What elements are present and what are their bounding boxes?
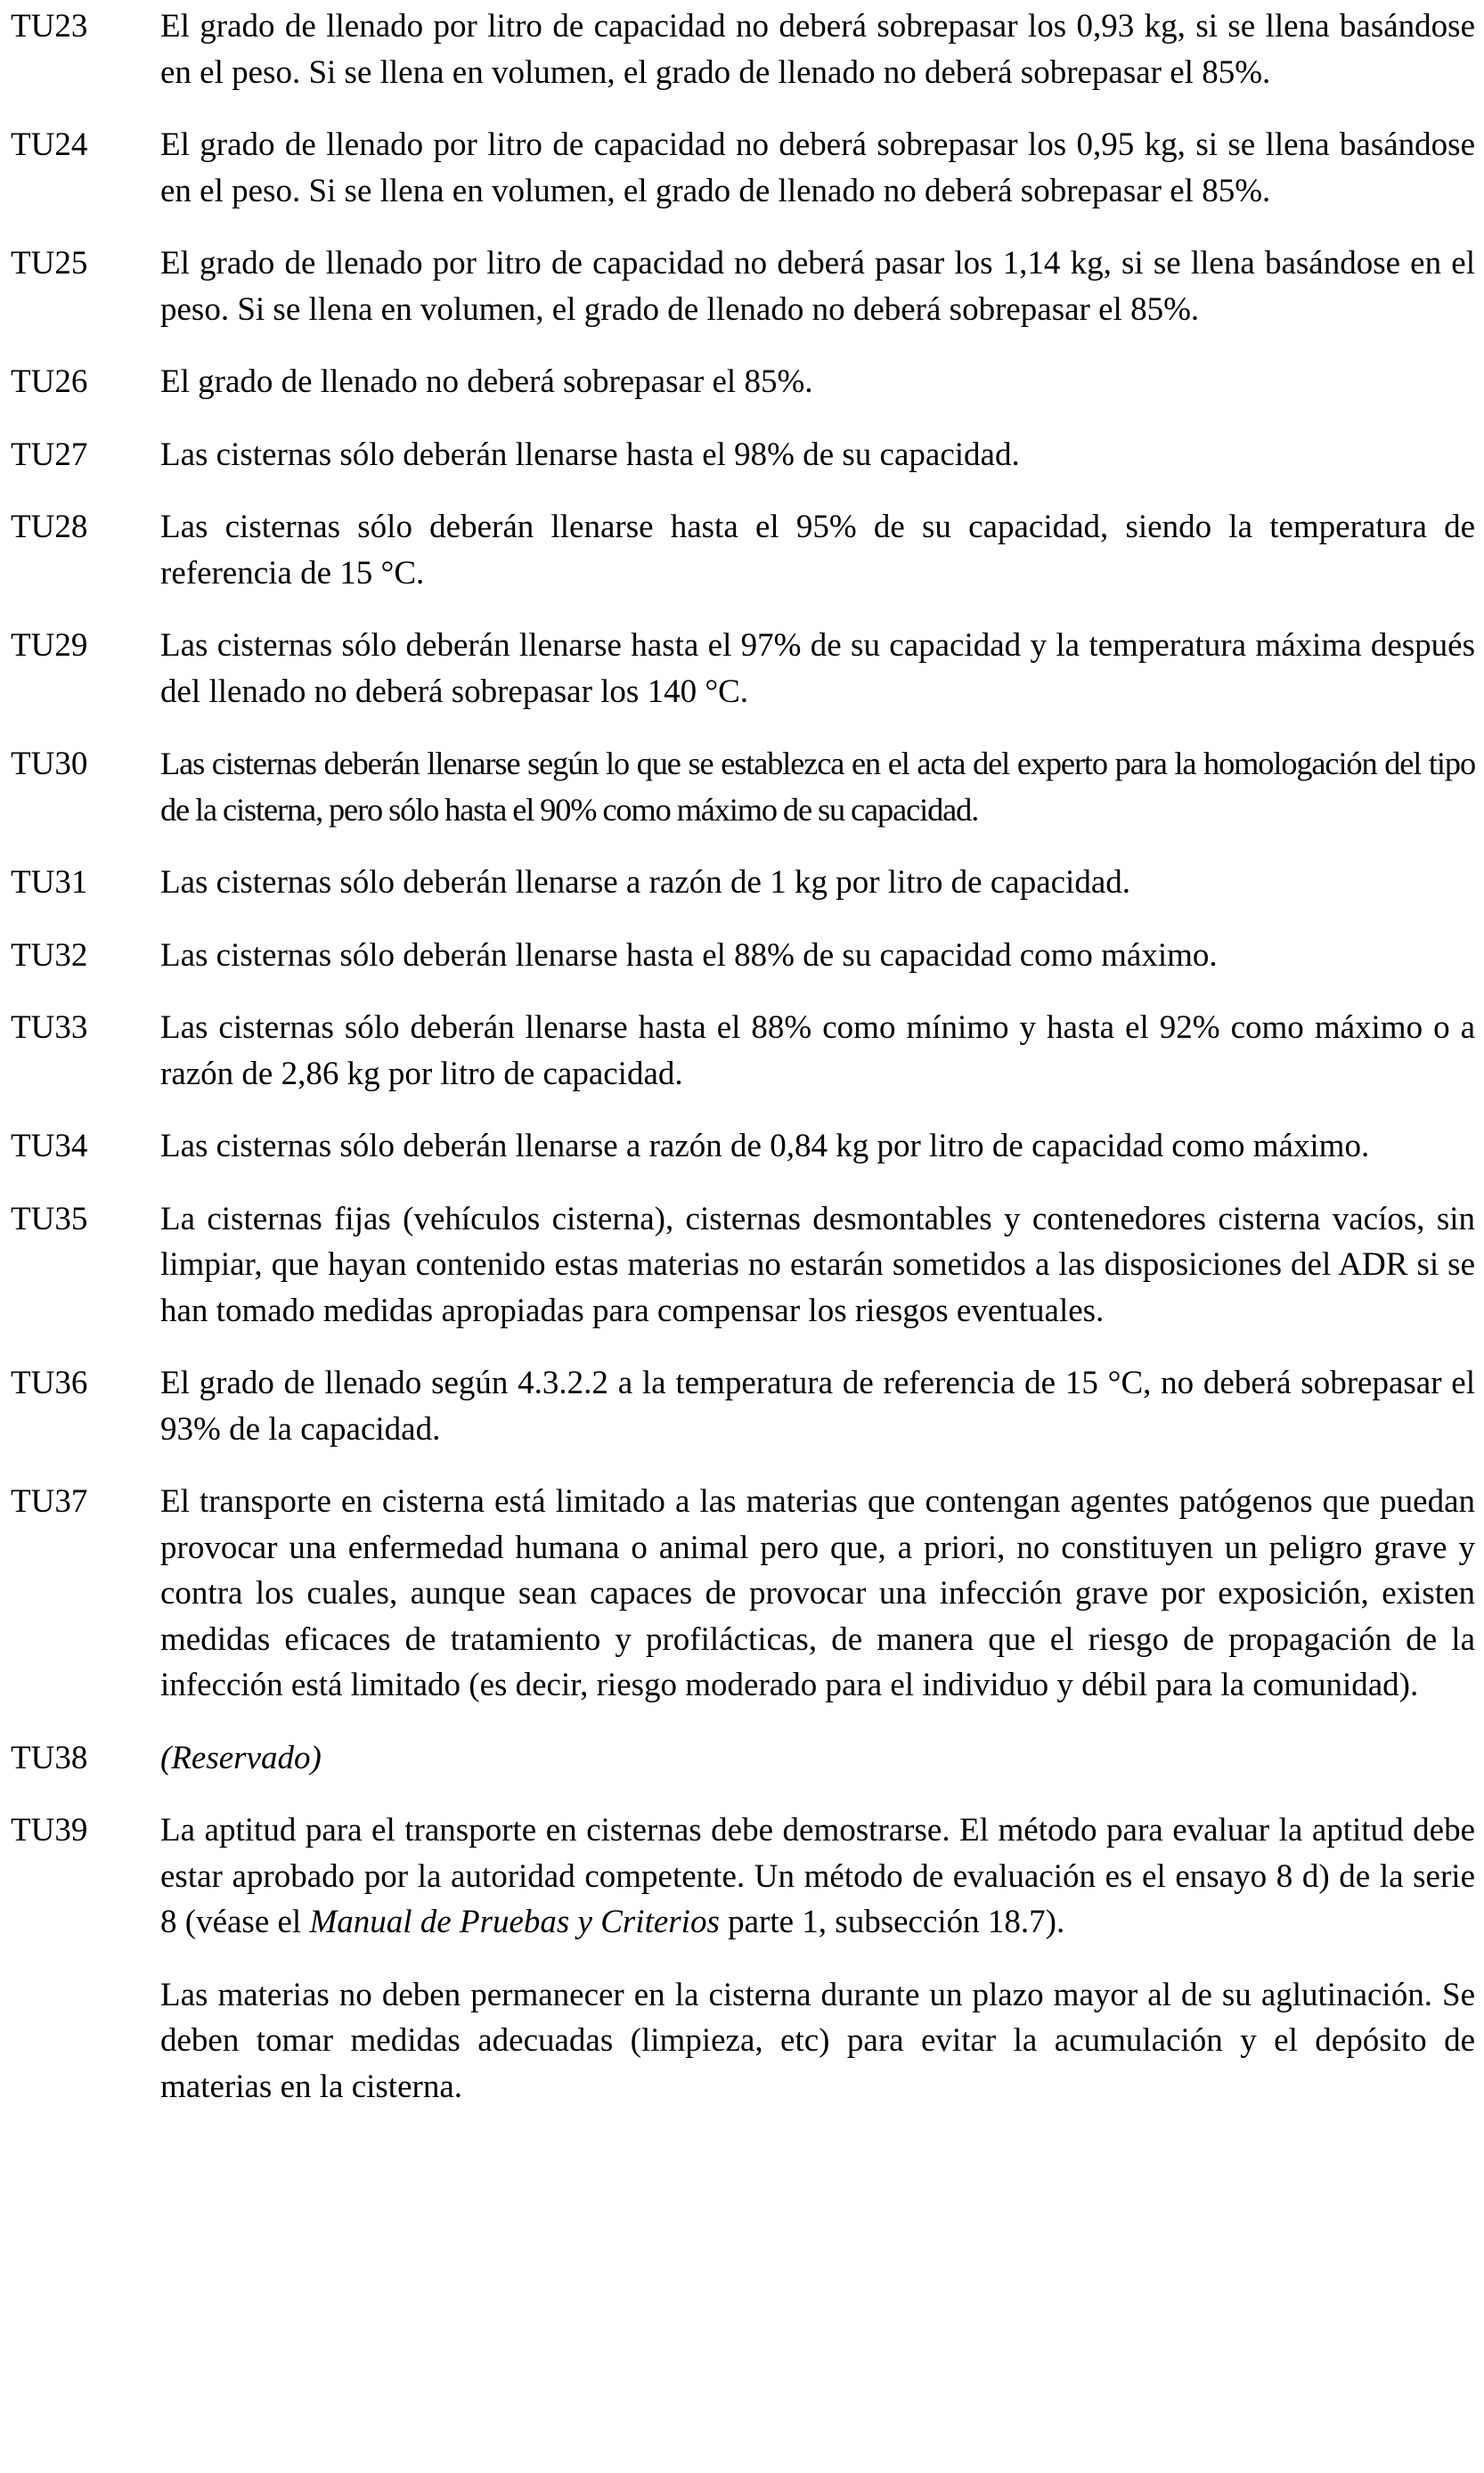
provision-tu24 xyxy=(11,122,1475,214)
provision-paragraph: Las cisternas sólo deberán llenarse a razón de 1 kg por litro de capacidad. xyxy=(160,864,1130,901)
provision-code: TU36 xyxy=(11,1365,88,1401)
provision-code: TU29 xyxy=(11,627,88,664)
provision-text xyxy=(160,359,1475,405)
provision-paragraph: Las cisternas sólo deberán llenarse a razón de 0,84 kg por litro de capacidad como máximo. xyxy=(160,1128,1370,1164)
provision-paragraph: El grado de llenado por litro de capacidad no deberá sobrepasar los 0,93 kg, si se llena basándose en el peso. Si se llena en volumen, el grado de llenado no deberá sobrepasar el 85%. xyxy=(160,8,1475,91)
provision-text xyxy=(160,432,1475,478)
provision-tu32 xyxy=(11,933,1475,979)
provision-text xyxy=(160,933,1475,979)
provision-tu33 xyxy=(11,1005,1475,1097)
provision-paragraph: El grado de llenado según 4.3.2.2 a la temperatura de referencia de 15 °C, no deberá sobrepasar el 93% de la capacidad. xyxy=(160,1365,1475,1448)
provision-text xyxy=(160,860,1475,906)
provision-code: TU28 xyxy=(11,509,88,545)
provision-code: TU34 xyxy=(11,1128,88,1164)
provision-paragraph: El grado de llenado por litro de capacidad no deberá sobrepasar los 0,95 kg, si se llena basándose en el peso. Si se llena en volumen, el grado de llenado no deberá sobrepasar el 85%. xyxy=(160,127,1475,209)
provision-code: TU24 xyxy=(11,127,88,163)
provision-paragraph: El grado de llenado no deberá sobrepasar el 85%. xyxy=(160,363,813,400)
provision-code: TU33 xyxy=(11,1009,88,1046)
provision-tu29 xyxy=(11,623,1475,714)
provision-tu38 xyxy=(11,1735,1475,1782)
provision-paragraph: Las cisternas deberán llenarse según lo que se establezca en el acta del experto para la homologación del tipo de la cisterna, pero sólo hasta el 90% como máximo de su capacidad. xyxy=(160,746,1475,828)
provision-code: TU25 xyxy=(11,245,88,282)
provision-text xyxy=(160,1005,1475,1097)
provision-paragraph: Las cisternas sólo deberán llenarse hasta el 98% de su capacidad. xyxy=(160,436,1020,473)
provision-text xyxy=(160,741,1475,833)
provision-code: TU23 xyxy=(11,8,88,45)
provision-code: TU35 xyxy=(11,1200,88,1237)
provision-text xyxy=(160,504,1475,596)
provision-text xyxy=(160,623,1475,714)
provision-code: TU32 xyxy=(11,936,88,974)
provision-text xyxy=(160,1479,1475,1709)
paragraph-text: La aptitud para el transporte en cisternas debe demostrarse. El método para evaluar la aptitud debe estar aprobado por la autoridad competente. Un método de evaluación es el ensayo 8 d) de la serie 8 (véase el xyxy=(160,1812,1475,1940)
provision-paragraph: Las cisternas sólo deberán llenarse hasta el 88% de su capacidad como máximo. xyxy=(160,936,1218,974)
provision-tu39 xyxy=(11,1808,1475,2110)
provision-paragraph: Las cisternas sólo deberán llenarse hasta el 88% como mínimo y hasta el 92% como máximo o a razón de 2,86 kg por litro de capacidad. xyxy=(160,1009,1475,1092)
provision-paragraph: Las materias no deben permanecer en la cisterna durante un plazo mayor al de su aglutinación. Se deben tomar medidas adecuadas (limpieza, etc) para evitar la acumulación y el depósito de materias en la cisterna. xyxy=(160,1976,1475,2105)
provision-text xyxy=(160,1196,1475,1334)
provision-paragraph: Las cisternas sólo deberán llenarse hasta el 97% de su capacidad y la temperatura máxima después del llenado no deberá sobrepasar los 140 °C. xyxy=(160,627,1475,710)
provision-tu30 xyxy=(11,741,1475,833)
provision-text xyxy=(160,1735,1475,1782)
document-page xyxy=(11,4,1475,2110)
provision-tu23 xyxy=(11,4,1475,95)
provision-code: TU39 xyxy=(11,1812,88,1849)
provision-code: TU38 xyxy=(11,1739,88,1776)
provision-tu35 xyxy=(11,1196,1475,1334)
provision-tu26 xyxy=(11,359,1475,405)
provision-tu31 xyxy=(11,860,1475,906)
provision-text xyxy=(160,1808,1475,2110)
provision-text xyxy=(160,4,1475,95)
paragraph-text: parte 1, subsección 18.7). xyxy=(719,1904,1065,1940)
provision-paragraph: Las cisternas sólo deberán llenarse hasta el 95% de su capacidad, siendo la temperatura de referencia de 15 °C. xyxy=(160,509,1475,592)
provision-code: TU30 xyxy=(11,746,88,782)
provision-tu37 xyxy=(11,1479,1475,1709)
provision-tu28 xyxy=(11,504,1475,596)
provision-tu25 xyxy=(11,241,1475,332)
provision-paragraph xyxy=(160,1808,1475,1946)
provision-paragraph: El transporte en cisterna está limitado a las materias que contengan agentes patógenos que puedan provocar una enfermedad humana o animal pero que, a priori, no constituyen un peligro grave y contra los cuales, aunque sean capaces de provocar una infección grave por exposición, existen medidas eficaces de tratamiento y profilácticas, de manera que el riesgo de propagación de la infección está limitado (es decir, riesgo moderado para el individuo y débil para la comunidad). xyxy=(160,1483,1475,1703)
provision-code: TU27 xyxy=(11,436,88,473)
provision-code: TU26 xyxy=(11,363,88,400)
reserved-label: (Reservado) xyxy=(160,1739,322,1776)
provision-text xyxy=(160,241,1475,332)
manual-title: Manual de Pruebas y Criterios xyxy=(309,1904,720,1940)
provision-text xyxy=(160,1360,1475,1452)
provision-tu36 xyxy=(11,1360,1475,1452)
provision-text xyxy=(160,1123,1475,1170)
provision-tu34 xyxy=(11,1123,1475,1170)
provision-code: TU37 xyxy=(11,1483,88,1520)
provision-code: TU31 xyxy=(11,864,88,901)
provision-text xyxy=(160,122,1475,214)
provision-paragraph: La cisternas fijas (vehículos cisterna), cisternas desmontables y contenedores cisterna vacíos, sin limpiar, que hayan contenido estas materias no estarán sometidos a las disposiciones del ADR si se han tomado medidas apropiadas para compensar los riesgos eventuales. xyxy=(160,1200,1475,1329)
provision-paragraph: El grado de llenado por litro de capacidad no deberá pasar los 1,14 kg, si se llena basándose en el peso. Si se llena en volumen, el grado de llenado no deberá sobrepasar el 85%. xyxy=(160,245,1475,328)
provision-tu27 xyxy=(11,432,1475,478)
